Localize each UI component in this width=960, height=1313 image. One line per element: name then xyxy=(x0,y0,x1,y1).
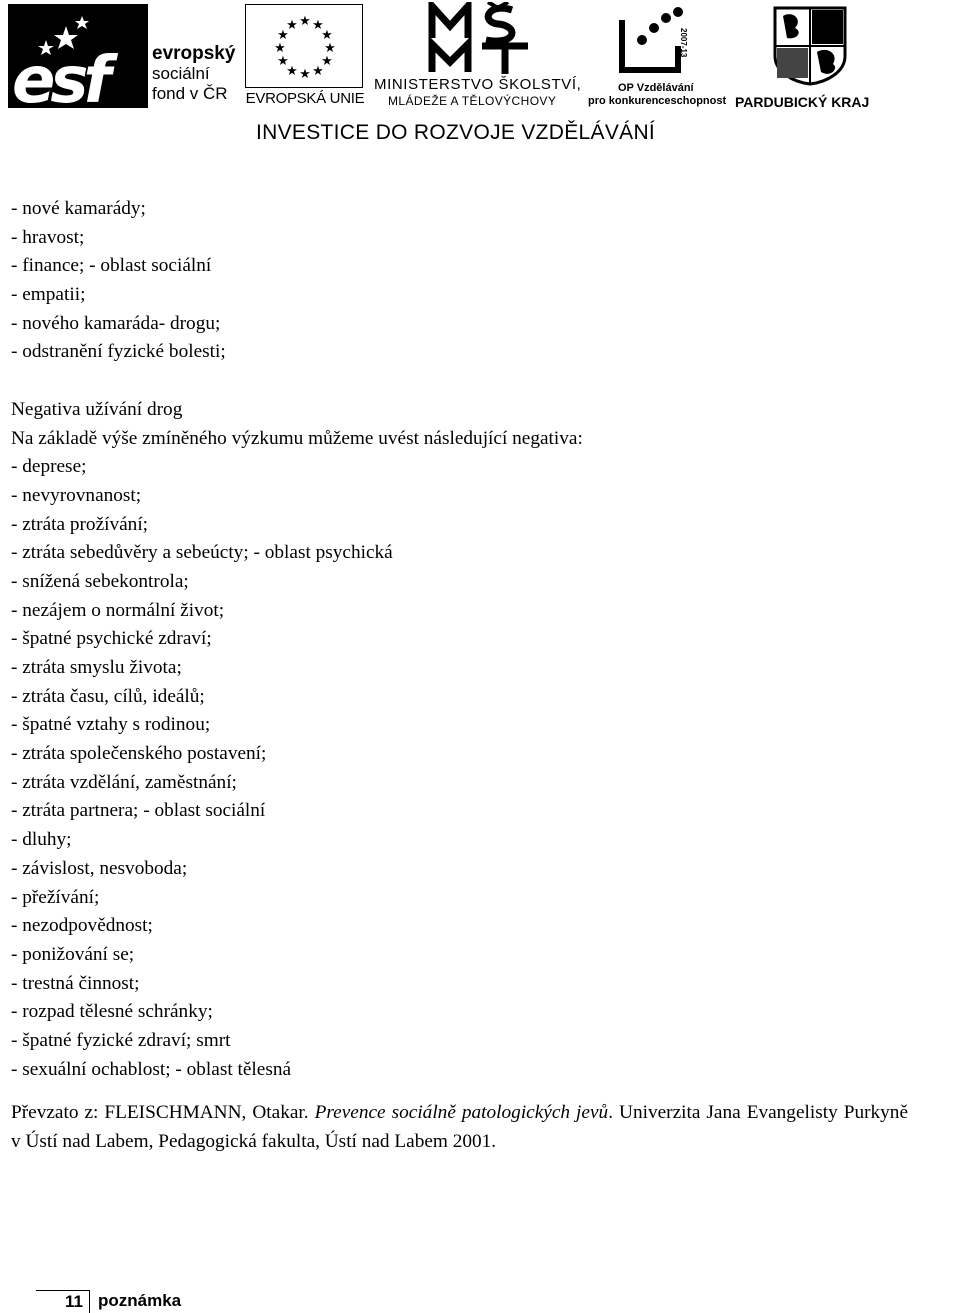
svg-text:★: ★ xyxy=(299,67,311,82)
pardubicky-kraj-logo xyxy=(735,6,885,108)
op-line1: OP Vzdělávání xyxy=(618,82,694,94)
list-item: - rozpad tělesné schránky; xyxy=(11,1001,213,1023)
eu-stars-icon xyxy=(246,5,364,89)
esf-line1: evropský xyxy=(152,43,236,64)
citation-title: Prevence sociálně patologických jevů xyxy=(314,1102,609,1124)
svg-text:esf: esf xyxy=(12,44,107,108)
list-item: - ztráta partnera; - oblast sociální xyxy=(11,800,266,822)
list-item: - ztráta času, cílů, ideálů; xyxy=(11,685,205,707)
coat-of-arms-icon xyxy=(773,6,847,86)
list-item: - nové kamarády; xyxy=(11,198,146,219)
footer-label: poznámka xyxy=(98,1291,182,1310)
page-footer xyxy=(36,1290,206,1313)
list-item: - deprese; xyxy=(11,456,87,478)
esf-mark-icon xyxy=(8,4,148,108)
svg-text:★: ★ xyxy=(321,54,333,69)
list-item: - odstranění fyzické bolesti; xyxy=(11,341,226,363)
svg-text:★: ★ xyxy=(324,41,336,56)
eu-flag xyxy=(245,4,363,88)
negative-list xyxy=(11,453,911,1084)
citation-prefix: Převzato z: FLEISCHMANN, Otakar. xyxy=(11,1102,315,1124)
esf-line2: sociální xyxy=(152,64,210,83)
list-item: - nového kamaráda- drogu; xyxy=(11,312,221,334)
list-item: - finance; - oblast sociální xyxy=(11,255,212,277)
list-item: - závislost, nesvoboda; xyxy=(11,857,188,879)
list-item: - trestná činnost; xyxy=(11,972,140,994)
list-item: - ponižování se; xyxy=(11,943,135,965)
svg-text:★: ★ xyxy=(312,64,324,79)
msmt-line1: MINISTERSTVO ŠKOLSTVÍ, xyxy=(374,76,582,93)
svg-text:★: ★ xyxy=(277,28,289,43)
svg-text:★: ★ xyxy=(277,54,289,69)
list-item: - špatné psychické zdraví; xyxy=(11,628,212,650)
list-item: - špatné fyzické zdraví; smrt xyxy=(11,1029,231,1051)
list-item: - dluhy; xyxy=(11,829,72,851)
list-item: - ztráta prožívání; xyxy=(11,513,149,535)
svg-text:★: ★ xyxy=(286,18,298,33)
op-mark-icon xyxy=(616,6,686,76)
svg-text:★: ★ xyxy=(286,64,298,79)
investice-banner: INVESTICE DO ROZVOJE VZDĚLÁVÁNÍ xyxy=(256,121,656,144)
svg-text:★: ★ xyxy=(274,41,286,56)
citation-suffix: . Univerzita Jana Evangelisty Purkyně v Ústí nad Labem, Pedagogická fakulta, Ústí nad Labem 2001. xyxy=(11,1102,909,1153)
op-line2: pro konkurenceschopnost xyxy=(588,95,727,107)
pardubicky-kraj-label: PARDUBICKÝ KRAJ xyxy=(735,94,870,110)
eu-label: EVROPSKÁ UNIE xyxy=(245,90,365,107)
section-intro: Na základě výše zmíněného výzkumu můžeme uvést následující negativa: xyxy=(11,427,583,449)
list-item: - hravost; xyxy=(11,226,85,248)
list-item: - empatii; xyxy=(11,284,86,306)
list-item: - přežívání; xyxy=(11,886,100,908)
esf-logo-text xyxy=(152,44,235,104)
list-item: - nezodpovědnost; xyxy=(11,915,153,937)
eu-logo xyxy=(245,4,365,108)
msmt-logo xyxy=(372,2,582,108)
page-number: 11 xyxy=(36,1290,90,1313)
list-item: - ztráta společenského postavení; xyxy=(11,743,267,765)
list-item: - ztráta sebedůvěry a sebeúcty; - oblast psychická xyxy=(11,542,393,564)
list-item: - špatné vztahy s rodinou; xyxy=(11,714,211,736)
msmt-mark-icon xyxy=(428,2,532,74)
svg-text:★: ★ xyxy=(321,28,333,43)
spacer xyxy=(11,367,911,396)
esf-line3: fond v ČR xyxy=(152,84,228,103)
msmt-line2: MLÁDEŽE A TĚLOVÝCHOVY xyxy=(388,94,557,108)
logo-header xyxy=(0,0,960,150)
list-item: - nezájem o normální život; xyxy=(11,599,225,621)
list-item: - sexuální ochablost; - oblast tělesná xyxy=(11,1058,292,1080)
list-item: - ztráta vzdělání, zaměstnání; xyxy=(11,771,237,793)
svg-text:★: ★ xyxy=(312,18,324,33)
list-item: - nevyrovnanost; xyxy=(11,484,142,506)
esf-logo xyxy=(8,4,238,108)
op-years: 2007-13 xyxy=(679,28,688,58)
citation xyxy=(11,1098,908,1156)
esf-logo-mark xyxy=(8,4,148,108)
op-logo xyxy=(588,6,727,108)
list-item: - snížená sebekontrola; xyxy=(11,570,189,592)
section-heading: Negativa užívání drog xyxy=(11,398,183,420)
svg-text:★: ★ xyxy=(299,14,311,29)
list-item: - ztráta smyslu života; xyxy=(11,657,182,678)
document-body xyxy=(11,195,911,1156)
positive-list xyxy=(11,195,911,367)
